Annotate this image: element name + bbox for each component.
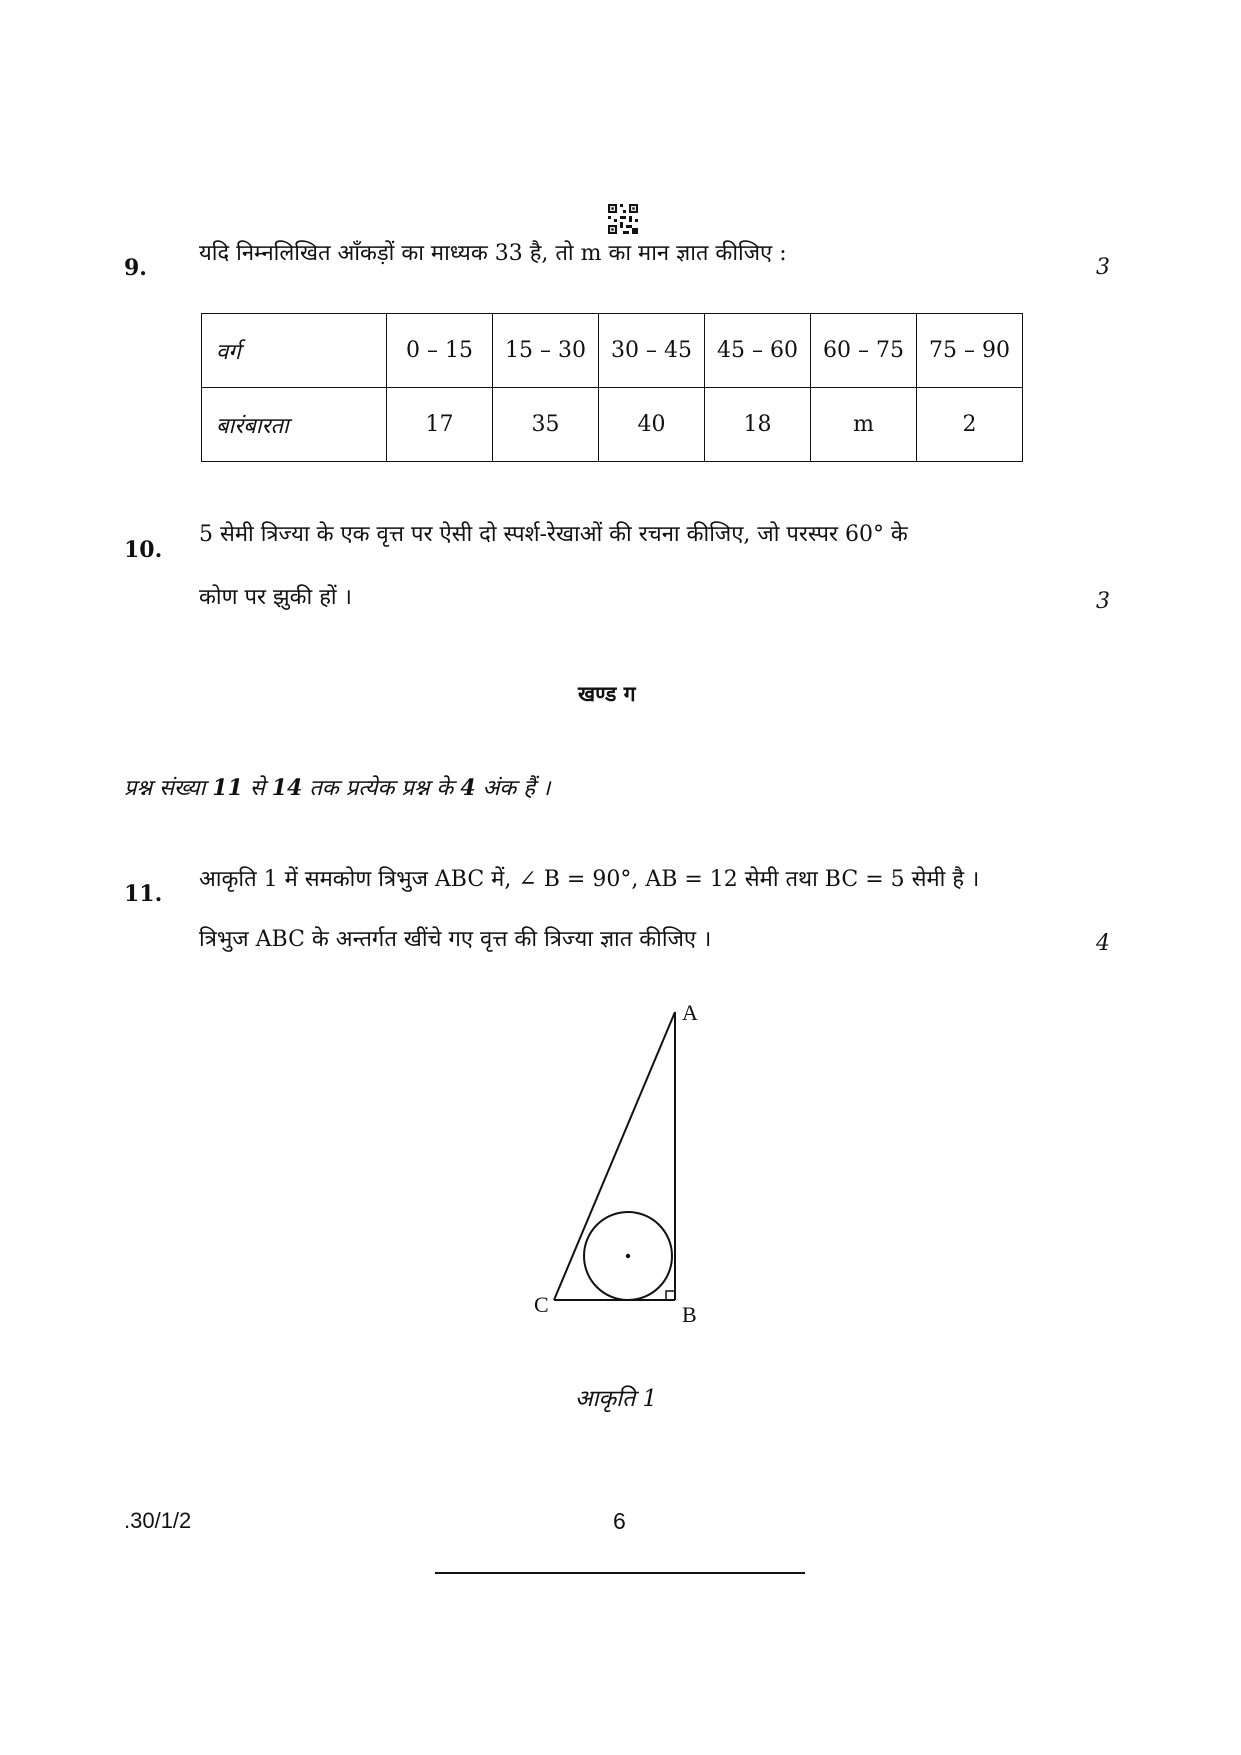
side-ac — [554, 1012, 675, 1300]
table-cell: 75 – 90 — [917, 314, 1023, 388]
qr-code-icon — [608, 204, 638, 234]
instruction-number: 11 — [212, 775, 243, 801]
q10-number: 10. — [124, 537, 163, 563]
q10-line2: कोण पर झुकी हों । — [199, 585, 352, 610]
instruction-number: 14 — [271, 775, 303, 801]
table-cell: m — [811, 388, 917, 462]
instruction-number: 4 — [460, 775, 476, 801]
instruction-text: तक प्रत्येक प्रश्न के — [302, 776, 461, 801]
q9-marks: 3 — [1096, 255, 1110, 280]
table-cell: 40 — [599, 388, 705, 462]
table-cell: 45 – 60 — [705, 314, 811, 388]
table-cell: 35 — [493, 388, 599, 462]
instruction-text: प्रश्न संख्या — [124, 776, 213, 801]
table-cell: 60 – 75 — [811, 314, 917, 388]
frequency-table — [201, 313, 1023, 462]
page-number: 6 — [613, 1508, 626, 1534]
vertex-label-b: B — [682, 1302, 697, 1327]
table-row-classes — [202, 314, 1023, 388]
q10-marks: 3 — [1096, 589, 1110, 614]
vertex-label-c: C — [534, 1292, 549, 1317]
q11-number: 11. — [124, 881, 163, 907]
figure-caption: आकृति 1 — [575, 1386, 658, 1412]
section-instruction — [124, 772, 550, 802]
table-cell: 18 — [705, 388, 811, 462]
vertex-label-a: A — [682, 1000, 698, 1025]
right-angle-marker — [666, 1291, 675, 1300]
q9-text: यदि निम्नलिखित आँकड़ों का माध्यक 33 है, तो m का मान ज्ञात कीजिए : — [199, 241, 787, 266]
table-cell: 2 — [917, 388, 1023, 462]
q9-number: 9. — [124, 255, 147, 281]
instruction-text: अंक हैं । — [475, 776, 551, 801]
row-header-class: वर्ग — [202, 314, 387, 388]
table-cell: 30 – 45 — [599, 314, 705, 388]
table-row-frequencies — [202, 388, 1023, 462]
q11-line1: आकृति 1 में समकोण त्रिभुज ABC में, ∠ B = 90°, AB = 12 सेमी तथा BC = 5 सेमी है । — [199, 867, 980, 892]
q11-marks: 4 — [1096, 931, 1110, 956]
section-title: खण्ड ग — [578, 681, 636, 706]
table-cell: 17 — [387, 388, 493, 462]
paper-code: .30/1/2 — [124, 1508, 192, 1533]
row-header-frequency: बारंबारता — [202, 388, 387, 462]
q10-line1: 5 सेमी त्रिज्या के एक वृत्त पर ऐसी दो स्पर्श-रेखाओं की रचना कीजिए, जो परस्पर 60° के — [199, 522, 908, 547]
q11-line2: त्रिभुज ABC के अन्तर्गत खींचे गए वृत्त की त्रिज्या ज्ञात कीजिए । — [199, 927, 712, 952]
instruction-text: से — [242, 776, 272, 801]
footer-rule — [435, 1572, 805, 1574]
incircle-center — [626, 1254, 630, 1258]
table-cell: 15 – 30 — [493, 314, 599, 388]
figure-right-triangle — [520, 990, 720, 1330]
table-cell: 0 – 15 — [387, 314, 493, 388]
